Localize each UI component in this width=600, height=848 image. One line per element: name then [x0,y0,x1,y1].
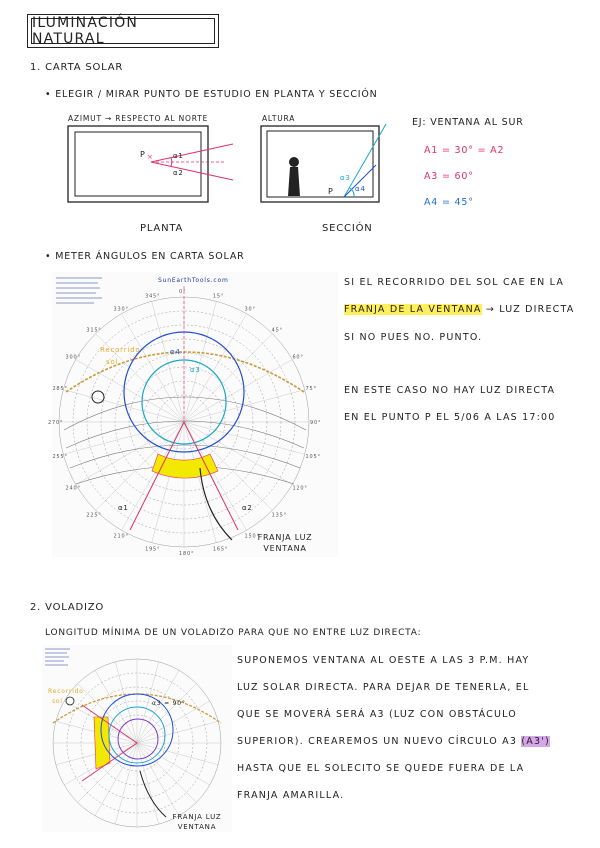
chart1-sol: sol [106,358,119,366]
chart1-tick-label: 210° [113,533,129,540]
para2-l2: LUZ SOLAR DIRECTA. PARA DEJAR DE TENERLA, EL [237,682,530,693]
chart1-tick-label: 15° [212,293,225,300]
text1-line5: EN EL PUNTO P EL 5/06 A LAS 17:00 [344,412,556,423]
chart1-tick-label: 225° [86,512,102,519]
plan-label: PLANTA [140,223,184,234]
chart1-tick-label: 75° [305,386,317,393]
chart1-tick-label: 240° [65,485,81,492]
para2-l3: QUE SE MOVERÁ SERÁ Α3 (LUZ CON OBSTÁCULO [237,709,517,720]
text1-line2 [344,297,574,324]
para2-l4b: (Α3') [521,736,550,747]
chart1-callout: FRANJA LUZ VENTANA [257,533,313,553]
section-point-label: P [328,187,334,196]
bullet-elegir-punto: • ELEGIR / MIRAR PUNTO DE ESTUDIO EN PLANTA Y SECCIÓN [45,89,378,100]
chart2-a3eq: α3 = 90° [152,700,186,707]
chart1-tick-label: 330° [113,306,129,313]
page-title: ILUMINACIÓN NATURAL [31,18,215,44]
voladizo-intro: LONGITUD MÍNIMA DE UN VOLADIZO PARA QUE NO ENTRE LUZ DIRECTA: [45,628,422,638]
chart1-label-alpha4: α4 [170,348,181,356]
chart1-site: SunEarthTools.com [158,277,229,284]
chart1-recorrido: Recorrido [100,346,141,354]
chart1-label-alpha3: α3 [190,366,201,374]
para2-l4a: SUPERIOR). CREAREMOS UN NUEVO CÍRCULO Α3 [237,736,518,747]
chart1-tick-label: 60° [292,354,304,361]
sun-chart-2-svg [42,645,232,832]
example-title: EJ: VENTANA AL SUR [412,117,524,128]
chart1-tick-label: 90° [310,420,322,426]
sun-chart-1-svg [48,272,338,557]
sun-chart-1 [48,272,338,557]
plan-ray-upper [151,144,233,162]
section-caption: ALTURA [262,114,296,123]
para2-l6: FRANJA AMARILLA. [237,790,345,801]
chart1-label-alpha2: α2 [242,504,253,512]
person-head-icon [289,157,299,167]
example-eq2: Α3 = 60° [424,171,474,182]
chart2-sol: sol [52,698,63,705]
title-box [27,14,219,48]
chart1-tick-label: 0° [179,289,187,295]
chart1-tick-label: 270° [48,420,64,426]
plan-arc-2 [171,162,172,166]
section-alpha4: α4 [355,185,366,193]
person-body-icon [288,167,300,196]
chart1-tick-label: 165° [212,546,229,553]
chart1-tick-label: 300° [65,354,81,361]
chart1-tick-label: 285° [52,386,68,393]
chart1-tick-label: 315° [86,327,102,334]
chart1-label-alpha1: α1 [118,504,129,512]
chart1-tick-label: 180° [179,551,195,557]
section-heading-carta-solar: 1. CARTA SOLAR [30,62,124,73]
text1-line4: EN ESTE CASO NO HAY LUZ DIRECTA [344,385,556,396]
text1-after-highlight: → LUZ DIRECTA [485,304,575,315]
chart1-tick-label: 345° [145,293,161,300]
bullet-meter-angulos: • METER ÁNGULOS EN CARTA SOLAR [45,251,245,262]
para2-l5: HASTA QUE EL SOLECITO SE QUEDE FUERA DE LA [237,763,525,774]
text1-highlight: FRANJA DE LA VENTANA [344,304,482,315]
chart1-tick-label: 120° [292,485,308,492]
plan-caption: AZIMUT → RESPECTO AL NORTE [68,114,209,123]
section-diagram [258,122,388,207]
para2-l1: SUPONEMOS VENTANA AL OESTE A LAS 3 P.M. HAY [237,655,530,666]
text1-line1: SI EL RECORRIDO DEL SOL CAE EN LA [344,277,565,288]
chart1-tick-label: 135° [271,512,287,519]
plan-outer-wall [68,126,208,202]
chart1-tick-label: 105° [305,453,321,460]
text1-line3: SI NO PUES NO. PUNTO. [344,332,483,343]
plan-inner-wall [75,132,201,196]
chart1-tick-label: 195° [145,546,161,553]
section-label: SECCIÓN [322,223,373,234]
chart1-tick-label: 30° [244,306,256,313]
section-alpha3: α3 [340,174,351,182]
chart1-tick-label: 45° [271,327,283,334]
plan-diagram [65,122,235,207]
example-eq1: Α1 = 30° = Α2 [424,145,505,156]
sun-chart-2 [42,645,232,832]
chart2-callout: FRANJA LUZ VENTANA [172,813,222,831]
para2-l4 [237,729,550,756]
example-eq3: Α4 = 45° [424,197,474,208]
plan-arc-1 [171,158,172,162]
section-heading-voladizo: 2. VOLADIZO [30,602,105,613]
plan-alpha1: α1 [173,152,184,160]
plan-alpha2: α2 [173,169,184,177]
plan-point-label: P [140,150,146,159]
chart1-tick-label: 150° [244,533,260,540]
section-arc [350,188,354,197]
svg-text:×: × [147,153,154,161]
chart2-recorrido: Recorrido [48,688,84,695]
chart1-tick-label: 255° [52,453,68,460]
plan-ray-lower [151,162,233,180]
chart2-window-strip [94,717,110,769]
